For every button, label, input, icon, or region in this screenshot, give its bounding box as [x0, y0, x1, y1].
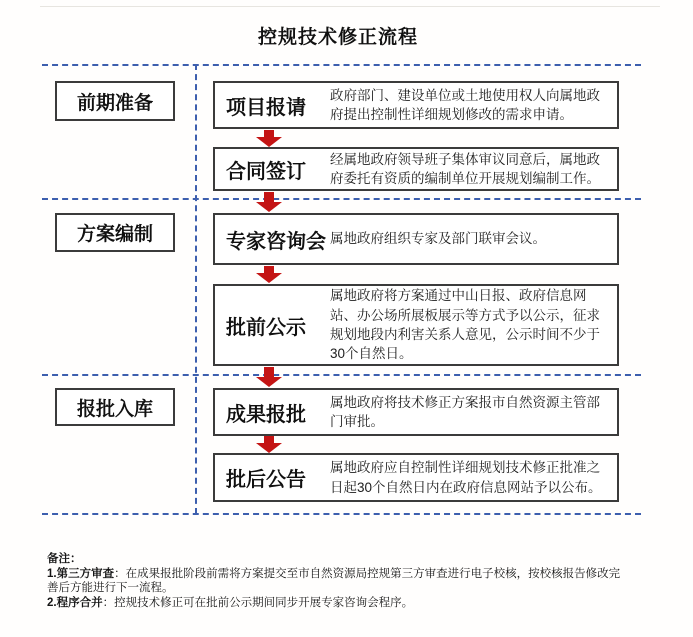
stage-box-plan-compilation [55, 213, 175, 252]
down-arrow-icon [256, 130, 282, 147]
step-box-expert-consultation [213, 213, 619, 265]
step-description: 属地政府将技术修正方案报市自然资源主管部门审批。 [330, 394, 600, 429]
step-description: 属地政府组织专家及部门联审会议。 [330, 231, 546, 247]
down-arrow-icon [256, 192, 282, 212]
step-label: 项目报请 [226, 96, 306, 119]
dashed-divider-3 [42, 374, 641, 376]
stage-box-approval-archive [55, 388, 175, 426]
step-label: 批后公告 [226, 469, 306, 491]
down-arrow-icon [256, 436, 282, 453]
down-arrow-icon [256, 367, 282, 387]
dashed-divider-1 [42, 64, 641, 66]
note-item-third-party-review [47, 567, 625, 596]
stage-label: 方案编制 [76, 224, 153, 245]
step-label: 专家咨询会 [226, 230, 326, 253]
step-box-result-submission [213, 388, 619, 436]
step-box-contract-signing [213, 147, 619, 191]
dashed-column-divider [195, 64, 197, 514]
step-description: 属地政府将方案通过中山日报、政府信息网站、办公场所展板展示等方式予以公示，征求规划地段内利害关系人意见，公示时间不少于30个自然日。 [330, 288, 600, 362]
dashed-divider-4 [42, 513, 641, 515]
note-text: ：控规技术修正可在批前公示期间同步开展专家咨询会程序。 [102, 596, 414, 609]
dashed-divider-2 [42, 198, 641, 200]
step-box-pre-approval-publicity [213, 284, 619, 366]
step-box-post-approval-announcement [213, 453, 619, 502]
notes-section [47, 552, 625, 610]
note-label: 2.程序合并 [47, 596, 103, 609]
note-text: ：在成果报批阶段前需将方案提交至市自然资源局控规第三方审查进行电子校核，按校核报告修改完善后方能进行下一流程。 [47, 567, 621, 594]
note-item-procedure-merge [47, 596, 625, 611]
down-arrow-icon [256, 266, 282, 283]
stage-label: 报批入库 [76, 398, 153, 420]
notes-heading: 备注： [47, 553, 82, 565]
step-box-project-request [213, 81, 619, 129]
top-divider [40, 6, 660, 7]
step-label: 合同签订 [226, 160, 306, 183]
step-description: 政府部门、建设单位或土地使用权人向属地政府提出控制性详细规划修改的需求申请。 [330, 87, 600, 122]
step-label: 成果报批 [226, 403, 306, 426]
stage-box-preparation [55, 81, 175, 121]
step-label: 批前公示 [226, 316, 306, 339]
page-title: 控规技术修正流程 [257, 27, 418, 48]
step-description: 属地政府应自控制性详细规划技术修正批准之日起30个自然日内在政府信息网站予以公布。 [330, 460, 602, 495]
note-label: 1.第三方审查 [47, 567, 115, 580]
stage-label: 前期准备 [76, 92, 153, 114]
step-description: 经属地政府领导班子集体审议同意后，属地政府委托有资质的编制单位开展规划编制工作。 [330, 151, 600, 186]
